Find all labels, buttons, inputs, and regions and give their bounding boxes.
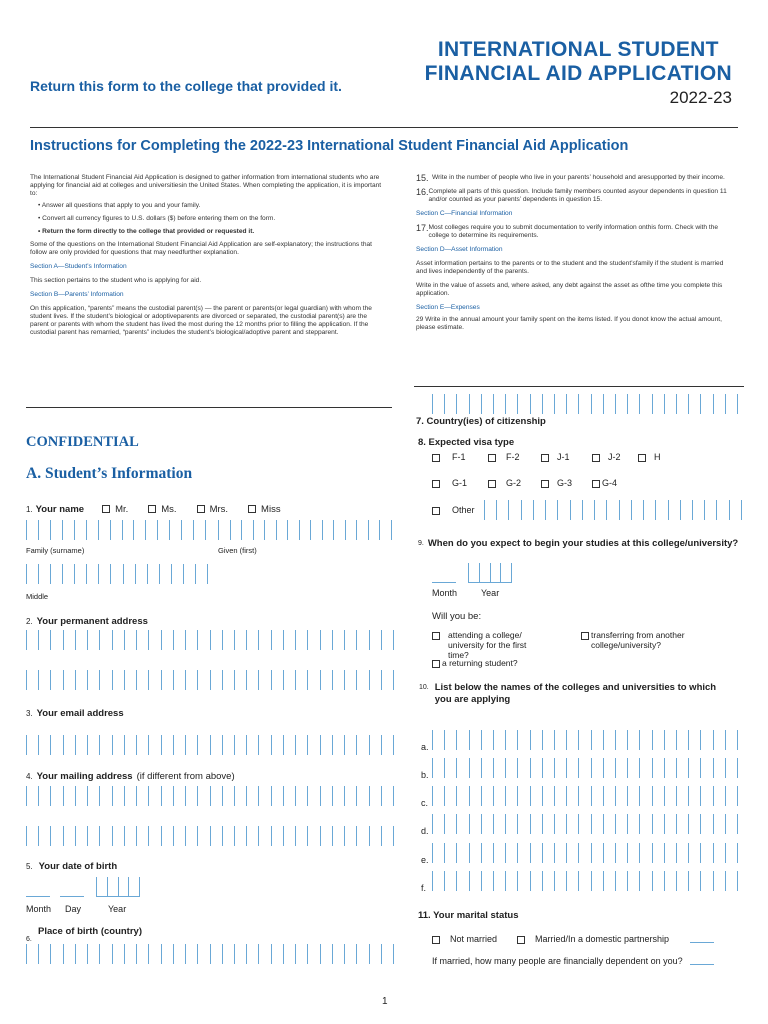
section-a-title: A. Student’s Information [26, 465, 193, 482]
college-letter-f: f. [421, 883, 427, 893]
checkbox-icon[interactable] [197, 505, 205, 513]
visa-g4-option[interactable]: G-4 [592, 478, 617, 488]
opt-attending[interactable]: attending a college/ university for the first time? [432, 630, 548, 660]
header-divider [30, 127, 738, 128]
q10-row: 10. List below the names of the colleges and universities to which you are applying [419, 682, 719, 706]
right-form-divider [414, 386, 744, 387]
q10-label: List below the names of the colleges and universities to which you are applying [434, 682, 717, 705]
checkbox-icon[interactable] [517, 936, 525, 944]
q1-row: 1. Your name Mr. Ms. Mrs. Miss [26, 504, 281, 515]
q15-instruction: 15. Write in the number of people who live in your parents’ household and aresupported by their income. [416, 173, 725, 183]
para2: Some of the questions on the International Student Financial Aid Application are self-explanatory; the instructions that follow are only provided for questions that may needfurther explanation. [30, 241, 372, 256]
checkbox-icon[interactable] [102, 505, 110, 513]
college-letter-e: e. [421, 855, 429, 865]
dob-month-label: Month [26, 904, 52, 914]
bullet-item: • Answer all questions that apply to you and your family. [38, 202, 201, 209]
permanent-address-line1[interactable] [26, 630, 394, 650]
checkbox-icon[interactable] [592, 480, 600, 488]
form-title-line1: INTERNATIONAL STUDENT [437, 38, 719, 61]
visa-h-option[interactable]: H [638, 452, 661, 462]
section-b-heading: Section B—Parents’ Information [30, 291, 124, 298]
q3-label: Your email address [36, 708, 124, 719]
q3-row: 3. Your email address [26, 708, 124, 719]
college-c-boxes[interactable] [432, 786, 738, 806]
section-c-heading: Section C—Financial Information [416, 210, 513, 217]
q6-number: 6. [26, 936, 32, 943]
visa-other-option[interactable]: Other [432, 505, 475, 515]
dob-day-field[interactable] [60, 880, 84, 897]
family-name-boxes[interactable] [26, 520, 206, 540]
title-ms-option[interactable]: Ms. [148, 504, 176, 515]
instructions-title: Instructions for Completing the 2022-23 International Student Financial Aid Application [30, 138, 629, 154]
visa-g3-option[interactable]: G-3 [541, 478, 572, 488]
opt-transferring[interactable]: transferring from another college/university? [581, 630, 693, 650]
college-e-boxes[interactable] [432, 843, 738, 863]
start-year-boxes[interactable] [468, 563, 512, 583]
permanent-address-line2[interactable] [26, 670, 394, 690]
checkbox-icon[interactable] [432, 936, 440, 944]
status-not-married[interactable]: Not married [432, 934, 497, 944]
college-letter-c: c. [421, 798, 429, 808]
opt-returning[interactable]: a returning student? [432, 658, 518, 668]
left-form-divider [26, 407, 392, 408]
checkbox-icon[interactable] [432, 507, 440, 515]
intro-text: The International Student Financial Aid Application is designed to gather information from international students who are applying for financial aid at colleges and universitiesin the United States. When completing the application, it is important to: [30, 174, 382, 197]
confidential-label: CONFIDENTIAL [26, 434, 139, 450]
college-letter-b: b. [421, 770, 429, 780]
instructions-left [30, 174, 382, 337]
section-a-heading: Section A—Student’s Information [30, 263, 127, 270]
q4-label: Your mailing address [36, 771, 133, 782]
section-d-p2: Write in the value of assets and, where asked, any debt against the asset as ofthe time you complete this application. [416, 282, 723, 297]
q5-row: 5. Your date of birth [26, 861, 118, 872]
checkbox-icon[interactable] [432, 454, 440, 462]
visa-f2-option[interactable]: F-2 [488, 452, 520, 462]
checkbox-icon[interactable] [581, 632, 589, 640]
q5-label: Your date of birth [38, 861, 118, 872]
will-you-be-label: Will you be: [432, 611, 482, 622]
q2-row: 2. Your permanent address [26, 616, 148, 627]
birth-country-boxes[interactable] [26, 944, 394, 964]
visa-f1-option[interactable]: F-1 [432, 452, 466, 462]
bullet-list [38, 202, 382, 236]
checkbox-icon[interactable] [248, 505, 256, 513]
form-title [425, 38, 732, 86]
checkbox-icon[interactable] [488, 480, 496, 488]
college-b-boxes[interactable] [432, 758, 738, 778]
q9-row: 9. When do you expect to begin your studies at this college/university? [418, 538, 739, 549]
dependents-question: If married, how many people are financially dependent on you? [432, 956, 683, 966]
start-month-label: Month [432, 588, 458, 598]
section-b-text: On this application, “parents” means the custodial parent(s) — the parent or parents(or legal guardian) with whom the student lives. If the student’s biological or adoptiveparents are divorced or separated, the custodial parent(s) are the parent or parents with whom the student has lived the most during the 12 months prior to filling the application. If the custodial parent has remarried, “parents” includes the student’s biological/adoptive parent and stepparent. [30, 305, 372, 336]
visa-g1-option[interactable]: G-1 [432, 478, 467, 488]
college-d-boxes[interactable] [432, 814, 738, 834]
q4-row: 4. Your mailing address (if different from above) [26, 771, 235, 782]
mailing-address-line1[interactable] [26, 786, 394, 806]
status-married[interactable]: Married/In a domestic partnership [517, 934, 669, 944]
section-d-heading: Section D—Asset Information [416, 246, 503, 253]
middle-label: Middle [26, 592, 49, 601]
title-miss-option[interactable]: Miss [248, 504, 281, 515]
form-title-line2: FINANCIAL AID APPLICATION [424, 62, 732, 85]
dob-day-label: Day [65, 904, 82, 914]
q9-label: When do you expect to begin your studies at this college/university? [427, 538, 739, 549]
q16-instruction: 16. Complete all parts of this question. Include family members counted asyour dependents in question 11 and/or counted as your parents’ dependents in question 15. [416, 187, 727, 203]
dob-year-label: Year [108, 904, 127, 914]
citizenship-boxes[interactable] [432, 394, 738, 414]
q11-label: 11. Your marital status [418, 910, 519, 921]
start-year-label: Year [481, 588, 500, 598]
dob-month-field[interactable] [26, 880, 50, 897]
page-number: 1 [382, 996, 388, 1007]
q7-label: 7. Country(ies) of citizenship [416, 416, 546, 427]
checkbox-icon[interactable] [432, 660, 440, 668]
middle-name-boxes[interactable] [26, 564, 208, 584]
start-month-field[interactable] [432, 566, 456, 583]
q29-instruction: 29 Write in the annual amount your family spent on the items listed. If you donot know the actual amount, please estimate. [416, 316, 722, 331]
q6-label: Place of birth (country) [38, 926, 142, 937]
given-name-boxes[interactable] [218, 520, 392, 540]
dependents-field[interactable] [690, 964, 714, 965]
visa-other-boxes[interactable] [484, 500, 742, 520]
visa-j1-option[interactable]: J-1 [541, 452, 570, 462]
dob-year-boxes[interactable] [96, 877, 140, 897]
return-note: Return this form to the college that provided it. [30, 78, 342, 94]
section-d-p1: Asset information pertains to the parents or to the student and the student’sfamily if the student is married and lives independently of the parents. [416, 260, 724, 275]
bullet-item: • Convert all currency figures to U.S. dollars ($) before entering them on the form. [38, 215, 276, 222]
q8-label: 8. Expected visa type [418, 437, 515, 448]
checkbox-icon[interactable] [488, 454, 496, 462]
title-mr-option[interactable]: Mr. [102, 504, 128, 515]
form-year: 2022-23 [669, 88, 732, 107]
visa-g2-option[interactable]: G-2 [488, 478, 521, 488]
visa-j2-option[interactable]: J-2 [592, 452, 621, 462]
college-f-boxes[interactable] [432, 871, 738, 891]
mailing-address-line2[interactable] [26, 826, 394, 846]
q4-note: (if different from above) [136, 771, 235, 782]
checkbox-icon[interactable] [432, 480, 440, 488]
title-mrs-option[interactable]: Mrs. [197, 504, 228, 515]
checkbox-icon[interactable] [638, 454, 646, 462]
family-label: Family (surname) [26, 546, 85, 555]
section-a-text: This section pertains to the student who is applying for aid. [30, 277, 202, 284]
bullet-item: • Return the form directly to the college that provided or requested it. [38, 228, 255, 235]
q2-label: Your permanent address [36, 616, 148, 627]
email-boxes[interactable] [26, 735, 394, 755]
q1-label: Your name [35, 504, 85, 515]
section-e-heading: Section E—Expenses [416, 304, 480, 311]
given-label: Given (first) [218, 546, 257, 555]
college-letter-a: a. [421, 742, 429, 752]
college-a-boxes[interactable] [432, 730, 738, 750]
checkbox-icon[interactable] [541, 480, 549, 488]
checkbox-icon[interactable] [432, 632, 440, 640]
q17-instruction: 17. Most colleges require you to submit documentation to verify information onthis form. Check with the college to determine its requirements. [416, 223, 719, 239]
checkbox-icon[interactable] [541, 454, 549, 462]
checkbox-icon[interactable] [592, 454, 600, 462]
checkbox-icon[interactable] [148, 505, 156, 513]
instructions-right [416, 174, 734, 332]
married-field-line[interactable] [690, 942, 714, 943]
college-letter-d: d. [421, 826, 429, 836]
